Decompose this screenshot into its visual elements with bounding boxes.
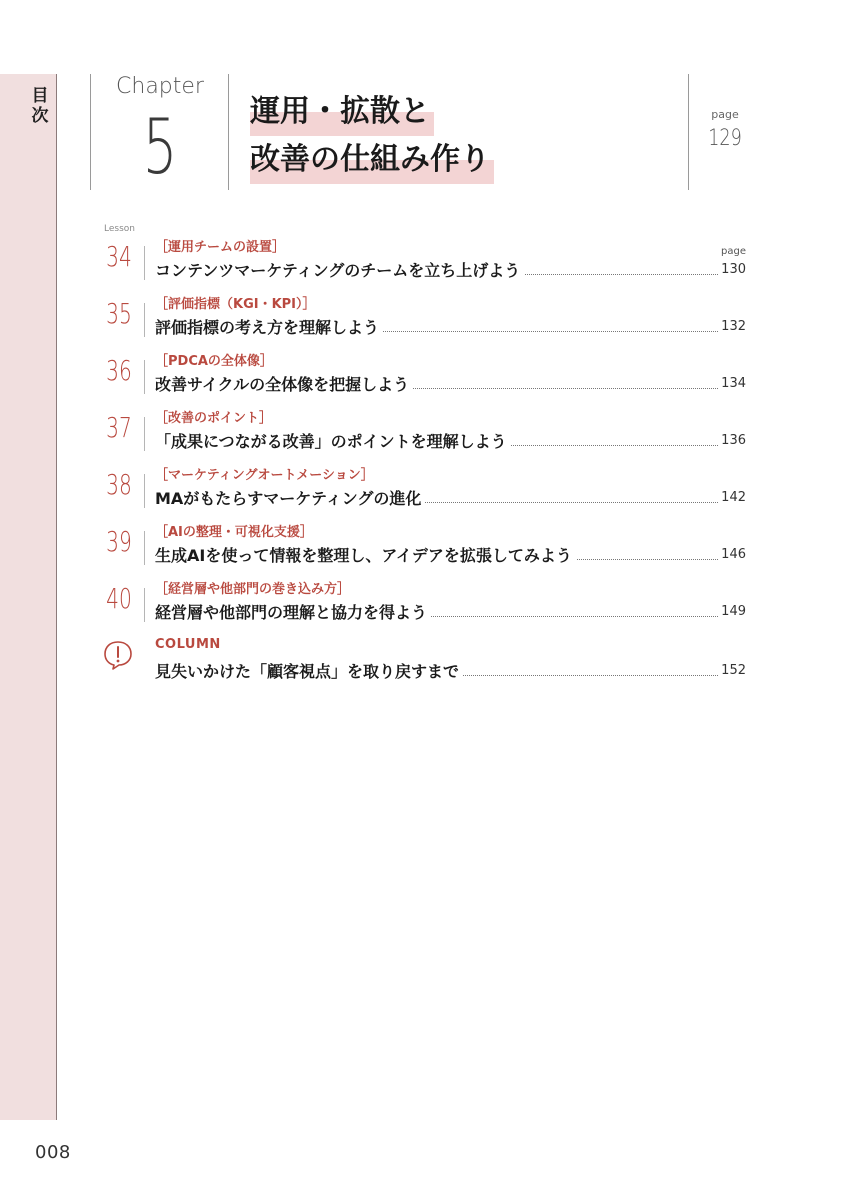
- toc-page-label: page: [721, 246, 746, 257]
- toc-entry[interactable]: [100, 578, 750, 632]
- lesson-category: ［運用チームの設置］: [155, 240, 286, 255]
- lesson-label: Lesson: [104, 224, 135, 234]
- entry-divider: [144, 531, 145, 565]
- lesson-title: MAがもたらすマーケティングの進化: [155, 486, 425, 509]
- lesson-category: ［PDCAの全体像］: [155, 354, 273, 369]
- exclamation-bubble-icon: [102, 639, 134, 671]
- column-page: 152: [721, 663, 746, 678]
- lesson-category: ［経営層や他部門の巻き込み方］: [155, 582, 351, 597]
- lesson-page: 142: [721, 490, 746, 505]
- toc-entry[interactable]: [100, 521, 750, 575]
- lesson-page: 149: [721, 604, 746, 619]
- lesson-title: 経営層や他部門の理解と協力を得よう: [155, 600, 431, 623]
- chapter-title: [250, 88, 494, 184]
- lesson-number: 35: [106, 297, 132, 330]
- lesson-number: 39: [106, 525, 132, 558]
- lesson-page: 134: [721, 376, 746, 391]
- sidebar-band: [0, 74, 57, 1120]
- chapter-title-line2: 改善の仕組み作り: [250, 136, 494, 184]
- chapter-page-number: 129: [708, 126, 742, 151]
- lesson-page: 146: [721, 547, 746, 562]
- lesson-category: ［評価指標（KGI・KPI）］: [155, 297, 316, 312]
- lesson-title: 改善サイクルの全体像を把握しよう: [155, 372, 413, 395]
- lesson-page: 136: [721, 433, 746, 448]
- sidebar-label-char: 次: [31, 106, 49, 126]
- sidebar-label: [30, 86, 50, 126]
- lesson-category: ［AIの整理・可視化支援］: [155, 525, 313, 540]
- lesson-title: 評価指標の考え方を理解しよう: [155, 315, 383, 338]
- toc-entry[interactable]: [100, 236, 750, 290]
- chapter-number: 5: [142, 102, 178, 191]
- lesson-page: 130: [721, 262, 746, 277]
- column-title: 見失いかけた「顧客視点」を取り戻すまで: [155, 659, 463, 682]
- entry-divider: [144, 246, 145, 280]
- lesson-page: 132: [721, 319, 746, 334]
- toc-entry[interactable]: [100, 350, 750, 404]
- lesson-title: 「成果につながる改善」のポイントを理解しよう: [155, 429, 511, 452]
- chapter-word: Chapter: [116, 74, 204, 99]
- entry-divider: [144, 588, 145, 622]
- lesson-category: ［マーケティングオートメーション］: [155, 468, 374, 483]
- lesson-title: 生成AIを使って情報を整理し、アイデアを拡張してみよう: [155, 543, 576, 566]
- column-category: COLUMN: [155, 637, 221, 652]
- entry-divider: [144, 360, 145, 394]
- lesson-category: ［改善のポイント］: [155, 411, 273, 426]
- header-divider-mid: [228, 74, 229, 190]
- header-divider-right: [688, 74, 689, 190]
- lesson-number: 36: [106, 354, 132, 387]
- toc-entry[interactable]: [100, 293, 750, 347]
- chapter-page-label: page: [711, 108, 739, 121]
- toc-column-entry[interactable]: [100, 637, 750, 691]
- lesson-number: 38: [106, 468, 132, 501]
- entry-divider: [144, 474, 145, 508]
- chapter-title-line1: 運用・拡散と: [250, 88, 434, 136]
- lesson-title: コンテンツマーケティングのチームを立ち上げよう: [155, 258, 524, 281]
- lesson-number: 37: [106, 411, 132, 444]
- header-divider-left: [90, 74, 91, 190]
- toc-entry[interactable]: [100, 464, 750, 518]
- toc-entry[interactable]: [100, 407, 750, 461]
- sidebar-label-char: 目: [31, 86, 49, 106]
- entry-divider: [144, 417, 145, 451]
- entry-divider: [144, 303, 145, 337]
- lesson-number: 40: [106, 582, 132, 615]
- page-number: 008: [35, 1142, 71, 1163]
- lesson-number: 34: [106, 240, 132, 273]
